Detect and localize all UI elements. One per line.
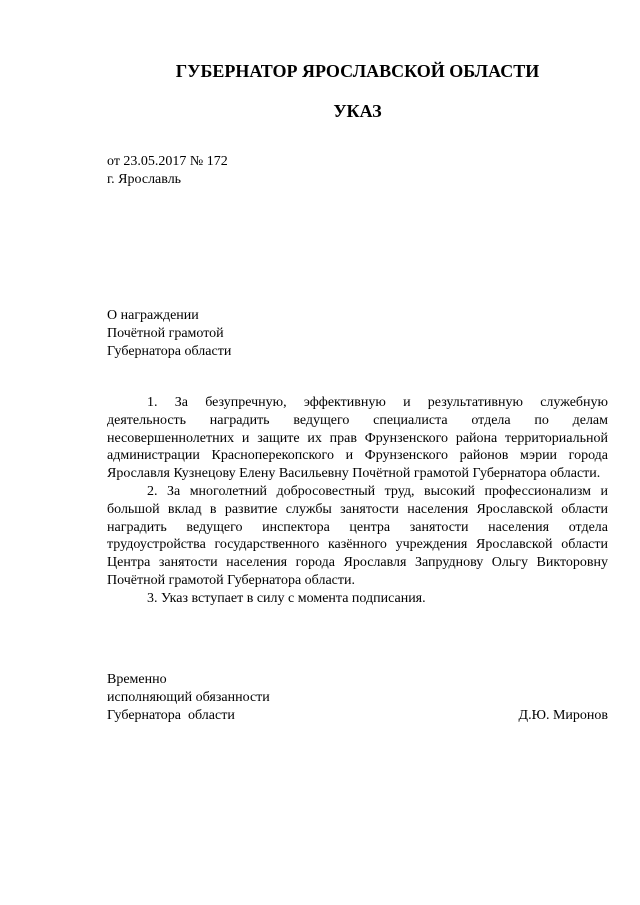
paragraph-2: 2. За многолетний добросовестный труд, высокий профессионализм и большой вклад в развитие службы занятости населения Ярославской области наградить ведущего инспектора центра занятости населения отдела трудоустройства государственного казённого учреждения Ярославской области Центра занятости населения города Ярославля Запруднову Ольгу Викторовну Почётной грамотой Губернатора области.: [107, 483, 608, 588]
subject-line-2: Почётной грамотой: [107, 326, 224, 341]
subject-line-1: О награждении: [107, 308, 199, 323]
document-type: УКАЗ: [333, 101, 382, 121]
subject-line-3: Губернатора области: [107, 344, 232, 359]
signature-block: [107, 671, 608, 725]
signer-name: Д.Ю. Миронов: [518, 708, 608, 723]
signer-position-line-1: Временно: [107, 672, 167, 687]
paragraph-1: 1. За безупречную, эффективную и результативную служебную деятельность наградить ведущего специалиста отдела по делам несовершеннолетних и защите их прав Фрунзенского района территориальной администрации Красноперекопского и Фрунзенского районов мэрии города Ярославля Кузнецову Елену Васильевну Почётной грамотой Губернатора области.: [107, 395, 608, 482]
decree-body: [107, 394, 608, 608]
document-title: ГУБЕРНАТОР ЯРОСЛАВСКОЙ ОБЛАСТИ: [175, 61, 540, 81]
date-number: от 23.05.2017 № 172: [107, 154, 228, 169]
signer-position-line-2: исполняющий обязанности: [107, 690, 270, 705]
signature-row: [107, 707, 608, 725]
city: г. Ярославль: [107, 172, 182, 187]
paragraph-3: 3. Указ вступает в силу с момента подписания.: [147, 590, 426, 606]
decree-subject: [107, 307, 231, 361]
signer-position-line-3: Губернатора области: [107, 708, 235, 723]
